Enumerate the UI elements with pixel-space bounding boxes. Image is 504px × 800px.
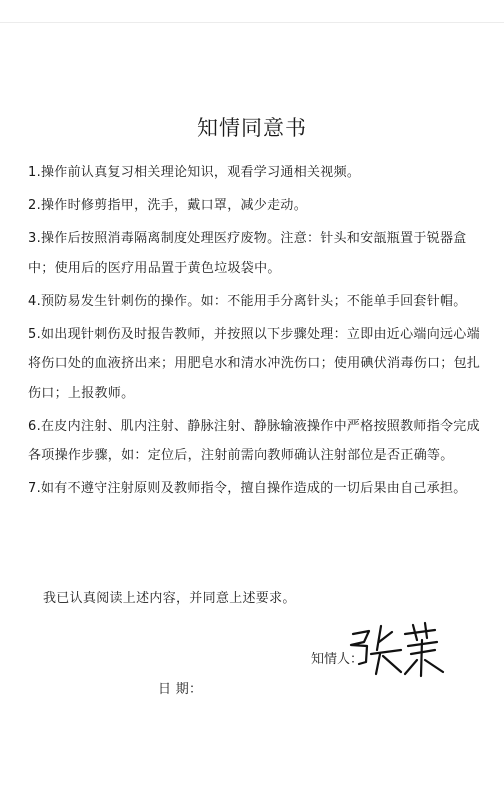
handwritten-signature — [347, 620, 447, 682]
consent-item-6: 6.在皮内注射、肌内注射、静脉注射、静脉输液操作中严格按照教师指令完成各项操作步骤，如：定位后，注射前需向教师确认注射部位是否正确等。 — [28, 418, 480, 464]
date-label: 日 期： — [158, 682, 203, 697]
top-divider — [0, 22, 504, 23]
consent-items — [28, 158, 488, 504]
consent-item-1: 1.操作前认真复习相关理论知识，观看学习通相关视频。 — [28, 165, 361, 180]
consent-item-2: 2.操作时修剪指甲，洗手，戴口罩，减少走动。 — [28, 197, 308, 213]
document-title: 知情同意书 — [197, 116, 307, 140]
acknowledgement-statement: 我已认真阅读上述内容，并同意上述要求。 — [43, 591, 296, 606]
consent-item-4: 4.预防易发生针刺伤的操作。如：不能用手分离针头；不能单手回套针帽。 — [28, 293, 467, 309]
consent-item-3: 3.操作后按照消毒隔离制度处理医疗废物。注意：针头和安瓿瓶置于锐器盒中；使用后的医疗用品置于黄色垃圾袋中。 — [28, 230, 467, 276]
signer-label: 知情人： — [311, 652, 364, 667]
consent-item-5: 5.如出现针刺伤及时报告教师，并按照以下步骤处理：立即由近心端向远心端将伤口处的血液挤出来；用肥皂水和清水冲洗伤口；使用碘伏消毒伤口；包扎伤口；上报教师。 — [28, 326, 481, 401]
signature-drawing — [347, 620, 447, 682]
consent-item-7: 7.如有不遵守注射原则及教师指令，擅自操作造成的一切后果由自己承担。 — [28, 481, 467, 497]
